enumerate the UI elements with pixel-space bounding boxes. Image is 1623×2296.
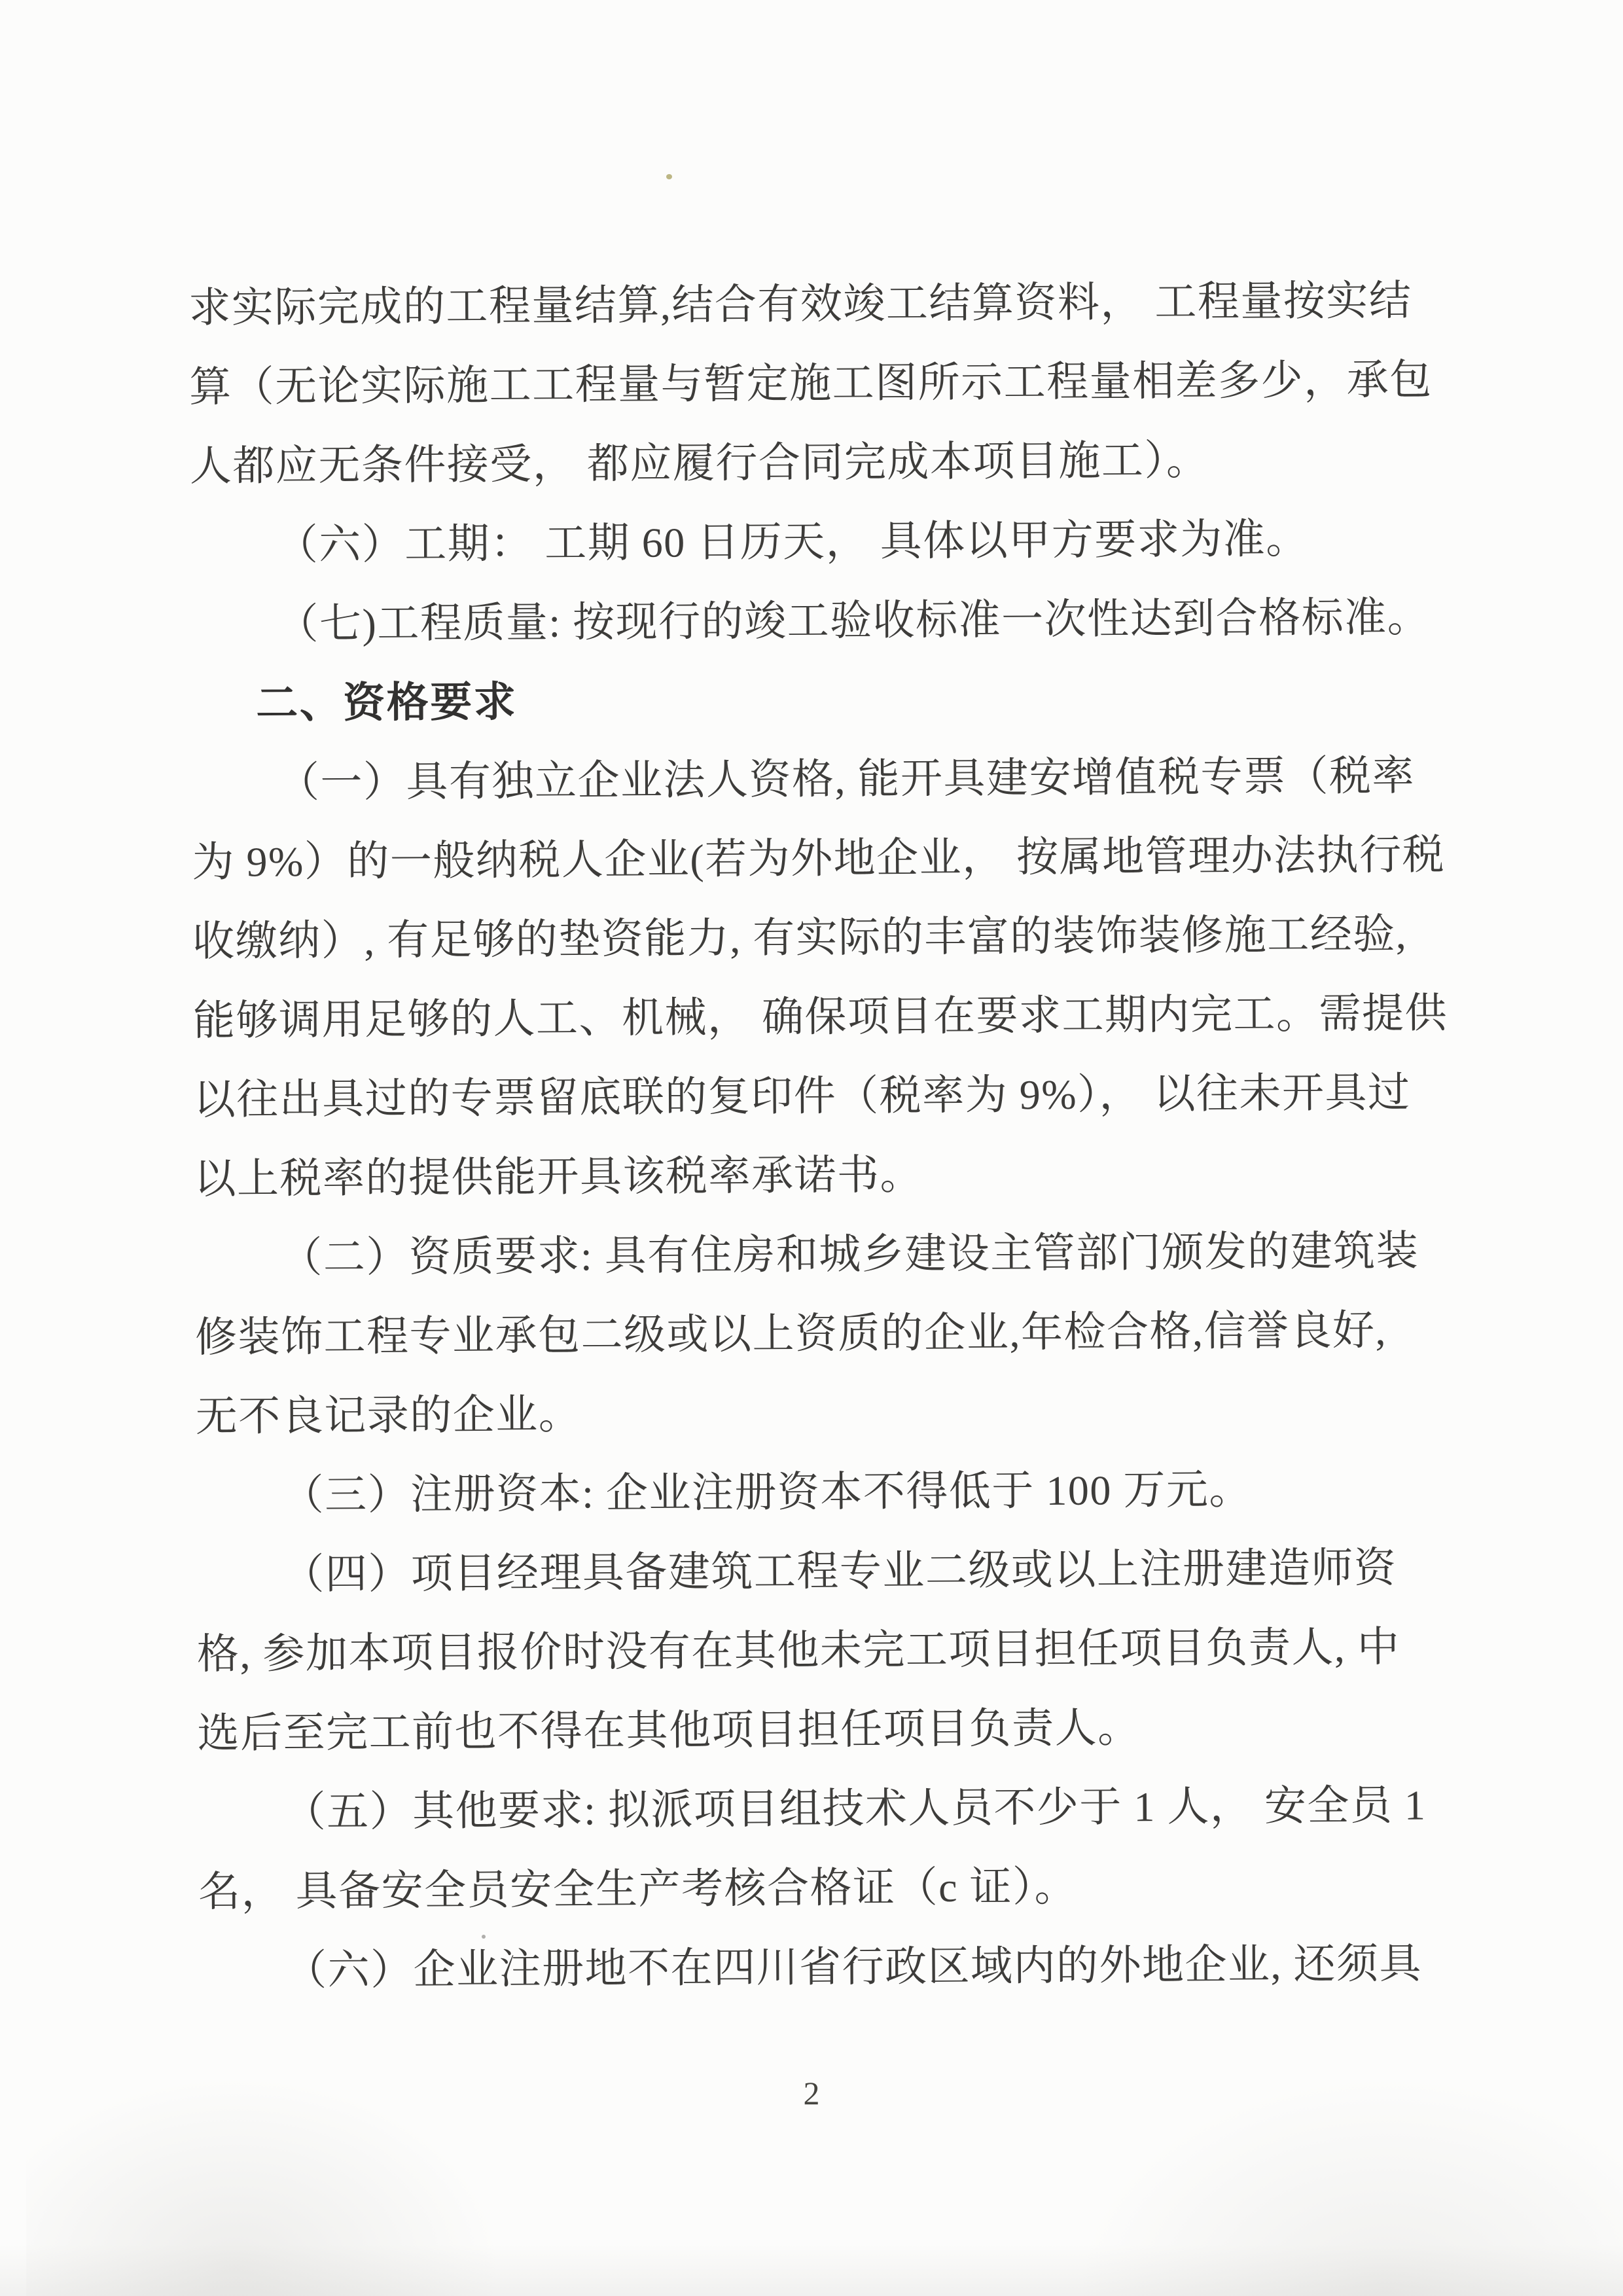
text-line: （一）具有独立企业法人资格, 能开具建安增值税专票（税率 [277, 752, 1416, 806]
text-line: 收缴纳）, 有足够的垫资能力, 有实际的丰富的装饰装修施工经验, [192, 910, 1408, 965]
text-line: 以上税率的提供能开具该税率承诺书。 [194, 1151, 923, 1202]
page-number: 2 [803, 2075, 820, 2111]
text-line: 人都应无条件接受， 都应履行合同完成本项目施工）。 [189, 437, 1209, 490]
text-line: （四）项目经理具备建筑工程专业二级或以上注册建造师资 [282, 1544, 1397, 1598]
text-line: 为 9%）的一般纳税人企业(若为外地企业， 按属地管理办法执行税 [192, 831, 1446, 886]
text-line: 算（无论实际施工工程量与暂定施工图所示工程量相差多少，承包 [188, 356, 1433, 410]
scan-shadow [0, 2244, 1623, 2296]
text-line: 名， 具备安全员安全生产考核合格证（c 证）。 [198, 1863, 1078, 1915]
page-text-block [188, 260, 1446, 2011]
section-heading: 二、资格要求 [256, 678, 518, 727]
text-line: （五）其他要求: 拟派项目组技术人员不少于 1 人， 安全员 1 [283, 1782, 1427, 1836]
scan-speck [666, 174, 672, 179]
text-line: （六）工期： 工期 60 日历天， 具体以甲方要求为准。 [276, 515, 1309, 569]
scan-speck [482, 1935, 486, 1939]
text-line: （三）注册资本: 企业注册资本不得低于 100 万元。 [281, 1466, 1253, 1519]
text-line: 修装饰工程专业承包二级或以上资质的企业,年检合格,信誉良好, [194, 1306, 1387, 1361]
text-line: （二）资质要求: 具有住房和城乡建设主管部门颁发的建筑装 [280, 1227, 1419, 1282]
text-line: （六）企业注册地不在四川省行政区域内的外地企业, 还须具 [284, 1940, 1423, 1994]
text-line: （七)工程质量: 按现行的竣工验收标准一次性达到合格标准。 [276, 594, 1431, 648]
text-line: 无不良记录的企业。 [195, 1391, 582, 1440]
text-line: 选后至完工前也不得在其他项目担任项目负责人。 [197, 1704, 1141, 1757]
text-line: 格, 参加本项目报价时没有在其他未完工项目担任项目负责人, 中 [196, 1623, 1400, 1677]
text-line: 以往出具过的专票留底联的复印件（税率为 9%）， 以往未开具过 [193, 1069, 1411, 1123]
text-line: 能够调用足够的人工、机械， 确保项目在要求工期内完工。需提供 [192, 990, 1448, 1044]
text-line: 求实际完成的工程量结算,结合有效竣工结算资料， 工程量按实结 [188, 277, 1412, 331]
